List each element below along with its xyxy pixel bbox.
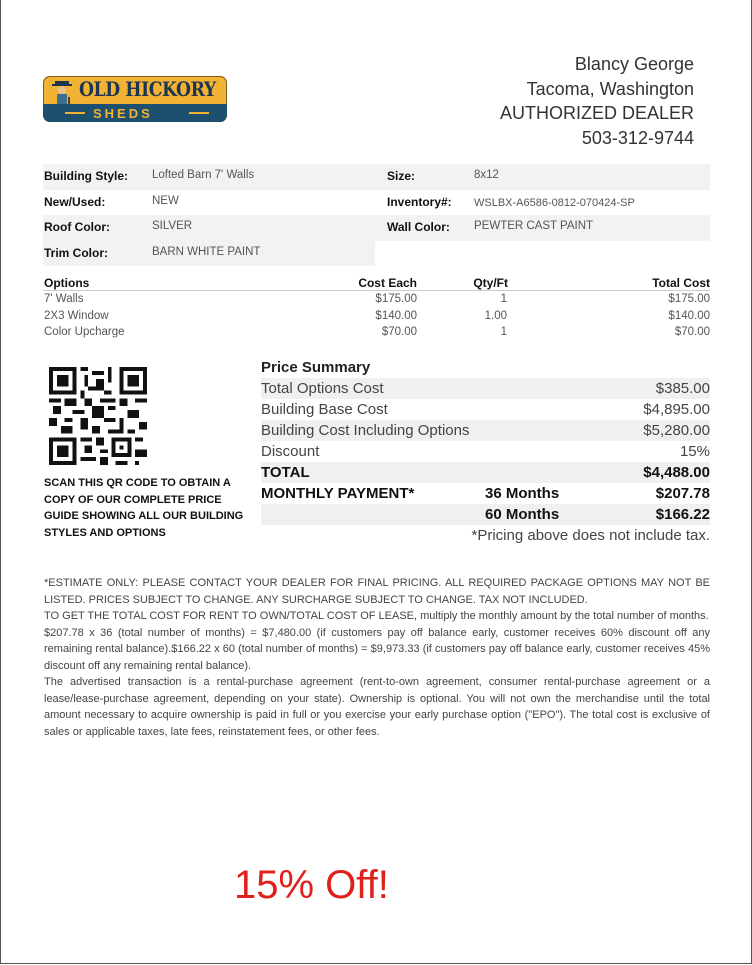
- roof-color-label: Roof Color:: [44, 220, 110, 234]
- size-value: 8x12: [474, 169, 499, 181]
- logo-rule-right: [189, 112, 209, 114]
- new-used-value: NEW: [152, 194, 179, 207]
- summary-row: [261, 420, 710, 441]
- option-name: 2X3 Window: [44, 309, 109, 322]
- inventory-value: WSLBX-A6586-0812-070424-SP: [474, 196, 635, 209]
- option-qty: 1: [500, 326, 507, 338]
- new-used-label: New/Used:: [44, 194, 106, 209]
- price-summary-title: Price Summary: [261, 359, 371, 376]
- option-qty: 1: [500, 293, 507, 305]
- options-table: [43, 275, 710, 342]
- trim-color-value: BARN WHITE PAINT: [152, 245, 261, 258]
- disclaimer-paragraph: $207.78 x 36 (total number of months) = $7,480.00 (if customers pay off balance early, customer receives 60% discount off any remaining rental balance).$166.22 x 60 (total number of months) = $9,973.33 (if customers pay off balance early, customer receives 45% discount off any remaining rental balance).: [44, 626, 710, 672]
- dealer-info: [500, 52, 694, 150]
- table-row: [43, 309, 710, 326]
- summary-value: $385.00: [655, 380, 710, 397]
- summary-row: [261, 378, 710, 399]
- logo-subtitle: SHEDS: [93, 106, 153, 121]
- dealer-role: AUTHORIZED DEALER: [499, 103, 694, 123]
- disclaimer-paragraph: *ESTIMATE ONLY: PLEASE CONTACT YOUR DEALER FOR FINAL PRICING. ALL REQUIRED PACKAGE OPTIONS MAY NOT BE LISTED. PRICES SUBJECT TO CHANGE. ANY SURCHARGE SUBJECT TO CHANGE. TAX NOT INCLUDED.: [44, 577, 710, 606]
- option-name: 7' Walls: [44, 293, 84, 305]
- option-total: $140.00: [668, 309, 710, 322]
- term-36-label: 36 Months: [485, 485, 560, 502]
- price-summary: [261, 357, 710, 525]
- disclaimer-paragraph: TO GET THE TOTAL COST FOR RENT TO OWN/TOTAL COST OF LEASE, multiply the monthly amount by the total number of months.: [44, 610, 709, 622]
- options-header-cost-each: Cost Each: [358, 276, 417, 290]
- summary-value: $4,895.00: [643, 401, 710, 418]
- spec-row: [43, 164, 710, 190]
- option-total: $175.00: [668, 293, 710, 305]
- options-header-total: Total Cost: [652, 276, 710, 290]
- summary-label: Building Cost Including Options: [261, 422, 470, 439]
- spec-row: [43, 241, 710, 267]
- summary-value: 15%: [679, 443, 710, 460]
- option-total: $70.00: [674, 326, 710, 338]
- dealer-name: Blancy George: [574, 54, 694, 74]
- table-row: [43, 325, 710, 342]
- qr-code[interactable]: [49, 367, 147, 465]
- disclaimer-paragraph: The advertised transaction is a rental-purchase agreement (rent-to-own agreement, consumer rental-purchase agreement or a lease/lease-purchase agreement, depending on your state). Ownership is optional. You will not own the merchandise until the total amount necessary to acquire ownership is paid in full or you exercise your early purchase option ("EPO"). The total cost is exclusive of sales or applicable taxes, late fees, reinstatement fees, or other fees.: [44, 676, 710, 738]
- options-header: [43, 275, 710, 291]
- summary-label: Discount: [261, 443, 320, 460]
- summary-row: [261, 441, 710, 462]
- building-spec-table: [43, 164, 710, 266]
- promo-text: 15% Off!: [234, 863, 389, 907]
- total-label: TOTAL: [261, 464, 310, 481]
- dealer-phone: 503-312-9744: [581, 127, 694, 148]
- disclaimer: [44, 575, 710, 740]
- options-header-qty: Qty/Ft: [473, 276, 508, 290]
- option-qty: 1.00: [484, 309, 507, 322]
- summary-row-total: [261, 462, 710, 483]
- summary-value: $5,280.00: [643, 422, 710, 439]
- options-header-name: Options: [44, 276, 90, 290]
- table-row: [43, 292, 710, 309]
- option-name: Color Upcharge: [44, 326, 125, 338]
- company-logo: [43, 76, 227, 122]
- summary-label: Total Options Cost: [261, 380, 384, 397]
- dealer-location: Tacoma, Washington: [526, 78, 694, 99]
- term-36-value: $207.78: [655, 485, 710, 502]
- logo-rule-left: [65, 112, 85, 114]
- spec-row: [43, 190, 710, 216]
- logo-title: OLD HICKORY: [79, 77, 216, 101]
- trim-color-label: Trim Color:: [44, 245, 109, 260]
- summary-row-monthly-60: [261, 504, 710, 525]
- option-cost-each: $140.00: [375, 309, 417, 322]
- qr-caption: SCAN THIS QR CODE TO OBTAIN A COPY OF OUR COMPLETE PRICE GUIDE SHOWING ALL OUR BUILDING STYLES AND OPTIONS: [44, 477, 244, 539]
- summary-row: [261, 399, 710, 420]
- total-value: $4,488.00: [643, 464, 710, 481]
- term-60-value: $166.22: [655, 506, 710, 523]
- summary-label: Building Base Cost: [261, 401, 388, 418]
- tax-note: *Pricing above does not include tax.: [471, 527, 710, 544]
- option-cost-each: $70.00: [381, 326, 417, 338]
- roof-color-value: SILVER: [152, 220, 193, 232]
- term-60-label: 60 Months: [485, 506, 560, 523]
- wall-color-value: PEWTER CAST PAINT: [474, 220, 594, 232]
- size-label: Size:: [387, 169, 416, 183]
- inventory-label: Inventory#:: [387, 194, 452, 209]
- building-style-value: Lofted Barn 7' Walls: [152, 169, 255, 181]
- summary-row-monthly-36: [261, 483, 710, 504]
- monthly-payment-label: MONTHLY PAYMENT*: [261, 485, 415, 502]
- spec-row: [43, 215, 710, 241]
- wall-color-label: Wall Color:: [387, 220, 450, 234]
- building-style-label: Building Style:: [44, 169, 128, 183]
- option-cost-each: $175.00: [375, 293, 417, 305]
